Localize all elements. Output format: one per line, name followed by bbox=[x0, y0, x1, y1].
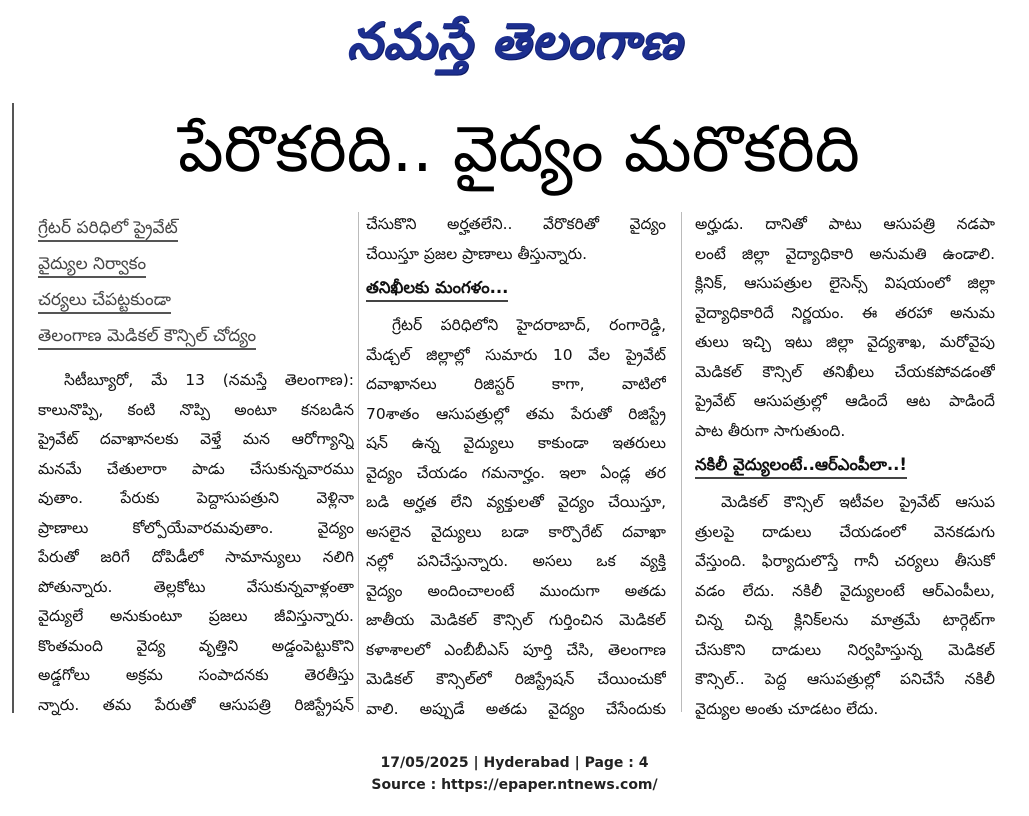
article-column-1 bbox=[38, 210, 354, 720]
article-headline: పేరొకరిది.. వైద్యం మరొకరిది bbox=[178, 113, 860, 187]
article-deck bbox=[38, 210, 354, 354]
deck-line: తెలంగాణ మెడికల్ కౌన్సిల్ చోద్యం bbox=[38, 318, 354, 354]
page-footer bbox=[0, 752, 1029, 796]
body-line: సిటీబ్యూరో, మే 13 (నమస్తే తెలంగాణ): bbox=[64, 371, 354, 389]
body-line: చేయిస్తూ ప్రజల ప్రాణాలు తీస్తున్నారు. bbox=[366, 244, 588, 263]
masthead bbox=[0, 6, 1029, 78]
article-column-2 bbox=[366, 210, 666, 720]
body-line: వైద్యం అందించాలంటే ముందుగా అతడు bbox=[366, 581, 666, 600]
deck-line: చర్యలు చేపట్టకుండా bbox=[38, 282, 354, 318]
body-line: వైద్యాధికారిదే నిర్ణయం. ఈ తరహా అనుమ bbox=[695, 303, 995, 322]
body-line: దవాఖానలు రిజిస్టర్ కాగా, వాటిలో bbox=[366, 375, 666, 393]
body-line: కొంతమంది వైద్య వృత్తిని అడ్డంపెట్టుకొని bbox=[38, 636, 354, 655]
body-line: వైద్యం చేయడం గమనార్హం. ఇలా ఏండ్ల తర bbox=[366, 463, 666, 482]
edition-info: 17/05/2025 | Hyderabad | Page : 4 bbox=[380, 755, 649, 771]
body-line: వుతాం. పేరుకు పెద్దాసుపత్రుని వెళ్లినా bbox=[38, 489, 354, 507]
body-line: వైద్యులే అనుకుంటూ ప్రజలు జీవిస్తున్నారు. bbox=[38, 607, 354, 625]
article-body bbox=[38, 366, 354, 720]
section-subhead: తనిఖీలకు మంగళం... bbox=[366, 271, 666, 305]
body-line: న్నారు. తమ పేరుతో ఆసుపత్రి రిజిస్ట్రేషన్ bbox=[38, 695, 354, 714]
body-line: కళాశాలలో ఎంబీబీఎస్ పూర్తి చేసి, తెలంగాణ bbox=[366, 640, 666, 659]
body-line: వాలి. అప్పుడే అతడు వైద్యం చేసేందుకు bbox=[366, 699, 666, 718]
body-line: చిన్న చిన్న క్లినిక్‌లను మాత్రమే టార్గెట్‌గా bbox=[695, 611, 995, 629]
body-line: పాట తీరుగా సాగుతుంది. bbox=[695, 421, 846, 440]
section-subhead: నకిలీ వైద్యులంటే..ఆర్ఎంపీలా..! bbox=[695, 448, 995, 482]
body-line: షన్ ఉన్న వైద్యులు కాకుండా ఇతరులు bbox=[366, 434, 666, 452]
body-line: నల్లో పనిచేస్తున్నారు. అసలు ఒక వ్యక్తి bbox=[366, 552, 666, 570]
article-column-3 bbox=[695, 210, 995, 720]
body-line: అడ్డగోలు అక్రమ సంపాదనకు తెరతీస్తు bbox=[38, 666, 354, 684]
deck-line: వైద్యుల నిర్వాకం bbox=[38, 246, 354, 282]
body-line: ప్రైవేట్ దవాఖానలకు వెళ్తే మన ఆరోగ్యాన్ని bbox=[38, 430, 354, 448]
body-line: 70శాతం ఆసుపత్రుల్లో తమ పేరుతో రిజిస్ట్రే bbox=[366, 404, 666, 423]
body-line: అసలైన వైద్యులు బడా కార్పొరేట్ దవాఖా bbox=[366, 522, 666, 541]
body-line: బడి అర్హత లేని వ్యక్తులతో వైద్యం చేయిస్తూ, bbox=[366, 493, 666, 511]
body-line: మేడ్చల్ జిల్లాల్లో సుమారు 10 వేల ప్రైవేట్ bbox=[366, 345, 666, 364]
body-line: మెడికల్ కౌన్సిల్ తనిఖీలు చేయకపోవడంతో bbox=[695, 362, 995, 381]
body-line: వైద్యుల అంతు చూడటం లేదు. bbox=[695, 699, 879, 718]
body-line: పేరుతో జరిగే దోపిడీలో సామాన్యులు నలిగి bbox=[38, 548, 354, 566]
deck-line: గ్రేటర్ పరిధిలో ప్రైవేట్ bbox=[38, 210, 354, 246]
column-divider bbox=[681, 212, 682, 712]
body-line: చేసుకొని అర్హతలేని.. వేరొకరితో వైద్యం bbox=[366, 215, 666, 233]
body-line: వేస్తుంది. ఫిర్యాదులొస్తే గానీ చర్యలు తీసుకో bbox=[695, 552, 995, 570]
body-line: క్లినిక్, ఆసుపత్రుల లైసెన్స్ విషయంలో జిల్లా bbox=[695, 274, 995, 292]
body-line: గ్రేటర్ పరిధిలోని హైదరాబాద్, రంగారెడ్డి, bbox=[392, 316, 666, 334]
body-line: ప్రాణాలు కోల్పోయేవారమవుతాం. వైద్యం bbox=[38, 518, 354, 537]
body-line: తులు ఇచ్చి ఇటు జిల్లా వైద్యశాఖ, మరోవైపు bbox=[695, 333, 995, 351]
column-divider bbox=[358, 212, 359, 712]
body-line: అర్హుడు. దానితో పాటు ఆసుపత్రి నడపా bbox=[695, 215, 995, 233]
newspaper-logo: నమస్తే తెలంగాణ bbox=[346, 12, 683, 70]
body-line: చేసుకొని దాడులు నిర్వహిస్తున్న మెడికల్ bbox=[695, 640, 995, 659]
body-line: జాతీయ మెడికల్ కౌన్సిల్ గుర్తించిన మెడికల్ bbox=[366, 611, 666, 629]
body-line: పోతున్నారు. తెల్లకోటు వేసుకున్నవాళ్లంతా bbox=[38, 577, 354, 596]
body-line: ప్రైవేట్ ఆసుపత్రుల్లో ఆడిందే ఆట పాడిందే bbox=[695, 392, 995, 410]
body-line: వడం లేదు. నకిలీ వైద్యులంటే ఆర్ఎంపీలు, bbox=[695, 581, 995, 600]
body-line: మనమే చేతులారా పాడు చేసుకున్నవారము bbox=[38, 459, 354, 478]
body-line: కాలునొప్పి, కంటి నొప్పి అంటూ కనబడిన bbox=[38, 400, 354, 419]
body-line: త్రులపై దాడులు చేయడంలో వెనకడుగు bbox=[695, 522, 995, 541]
source-link[interactable]: Source : https://epaper.ntnews.com/ bbox=[371, 777, 658, 793]
body-line: మెడికల్ కౌన్సిల్ ఇటీవల ప్రైవేట్ ఆసుప bbox=[721, 493, 995, 511]
body-line: లంటే జిల్లా వైద్యాధికారి అనుమతి ఉండాలి. bbox=[695, 244, 995, 263]
body-line: మెడికల్ కౌన్సిల్‌లో రిజిస్ట్రేషన్ చేయించుకో bbox=[366, 670, 666, 688]
body-line: కౌన్సిల్.. పెద్ద ఆసుపత్రుల్లో పనిచేసే నకిలీ bbox=[695, 670, 995, 688]
